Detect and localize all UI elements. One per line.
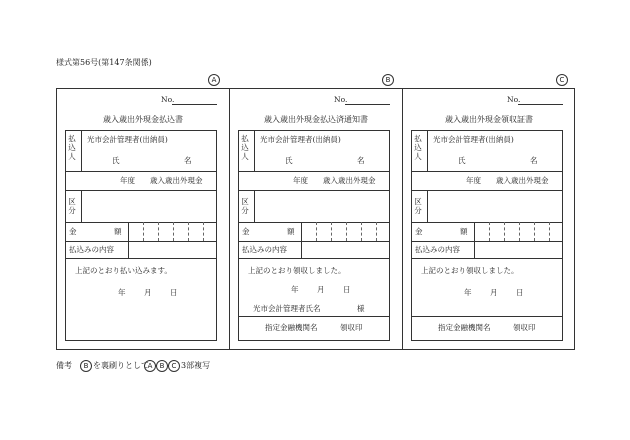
payer-label: 払込人 <box>414 134 422 161</box>
remarks-marker-b: B <box>80 360 92 372</box>
amount-label-left: 金 <box>242 227 250 236</box>
remarks-marker-c: C <box>168 360 180 372</box>
statement-text: 上記のとおり領収しました。 <box>248 266 346 275</box>
fund-label: 歳入歳出外現金 <box>496 176 549 185</box>
date-month: 月 <box>490 288 498 297</box>
amount-label-left: 金 <box>69 227 77 236</box>
name-label-left: 氏 <box>112 156 120 165</box>
fund-label: 歳入歳出外現金 <box>150 176 203 185</box>
date-day: 日 <box>516 288 524 297</box>
date-year: 年 <box>118 288 126 297</box>
panel-a <box>57 89 229 349</box>
name-label-left: 氏 <box>458 156 466 165</box>
form-number-label: 様式第56号(第147条関係) <box>56 58 152 67</box>
name-label-right: 名 <box>530 156 538 165</box>
payer-label: 払込人 <box>68 134 76 161</box>
marker-b: B <box>382 74 394 86</box>
year-label: 年度 <box>293 176 308 185</box>
year-label: 年度 <box>120 176 135 185</box>
manager-text: 光市会計管理者(出納員) <box>260 135 341 144</box>
kubun-label: 区分 <box>68 197 76 215</box>
amount-label-right: 額 <box>287 227 295 236</box>
remarks-marker-b2: B <box>156 360 168 372</box>
fund-label: 歳入歳出外現金 <box>323 176 376 185</box>
panel-b <box>230 89 402 349</box>
name-label-left: 氏 <box>285 156 293 165</box>
statement-text: 上記のとおり領収しました。 <box>421 266 519 275</box>
amount-label-right: 額 <box>460 227 468 236</box>
no-underline <box>345 104 390 105</box>
kubun-label: 区分 <box>414 197 422 215</box>
no-label: No. <box>161 95 175 104</box>
amount-label-right: 額 <box>114 227 122 236</box>
slip-table <box>238 130 390 341</box>
year-label: 年度 <box>466 176 481 185</box>
no-label: No. <box>507 95 521 104</box>
date-day: 日 <box>170 288 178 297</box>
statement-text: 上記のとおり払い込みます。 <box>75 266 172 275</box>
panel-title: 歳入歳出外現金払込書 <box>103 115 183 124</box>
content-label: 払込みの内容 <box>242 245 287 254</box>
bank-seal-label: 領収印 <box>340 323 363 332</box>
content-label: 払込みの内容 <box>415 245 460 254</box>
manager-text: 光市会計管理者(出納員) <box>87 135 168 144</box>
remarks-marker-a: A <box>144 360 156 372</box>
slip-table <box>65 130 217 341</box>
marker-a: A <box>208 74 220 86</box>
manager-text: 光市会計管理者(出納員) <box>433 135 514 144</box>
date-month: 月 <box>317 285 325 294</box>
slip-table <box>411 130 563 341</box>
date-year: 年 <box>464 288 472 297</box>
date-year: 年 <box>291 285 299 294</box>
no-label: No. <box>334 95 348 104</box>
panel-title: 歳入歳出外現金領収証書 <box>445 115 533 124</box>
bank-seal-label: 領収印 <box>513 323 536 332</box>
payer-label: 払込人 <box>241 134 249 161</box>
name-label-right: 名 <box>184 156 192 165</box>
date-month: 月 <box>144 288 152 297</box>
panel-c <box>403 89 575 349</box>
date-day: 日 <box>343 285 351 294</box>
marker-c: C <box>556 74 568 86</box>
remarks-label: 備考 <box>56 361 72 370</box>
remarks-text: を裏刷りとして <box>93 361 149 370</box>
remarks-copies: 3部複写 <box>181 361 211 370</box>
kubun-label: 区分 <box>241 197 249 215</box>
no-underline <box>518 104 563 105</box>
no-underline <box>172 104 217 105</box>
bank-label: 指定金融機関名 <box>438 323 491 332</box>
form-frame <box>56 88 575 350</box>
bank-label: 指定金融機関名 <box>265 323 318 332</box>
amount-label-left: 金 <box>415 227 423 236</box>
signer-label: 光市会計管理者氏名 <box>253 304 321 313</box>
name-label-right: 名 <box>357 156 365 165</box>
content-label: 払込みの内容 <box>69 245 114 254</box>
panel-title: 歳入歳出外現金払込済通知書 <box>264 115 368 124</box>
signer-honorific: 様 <box>357 304 365 313</box>
